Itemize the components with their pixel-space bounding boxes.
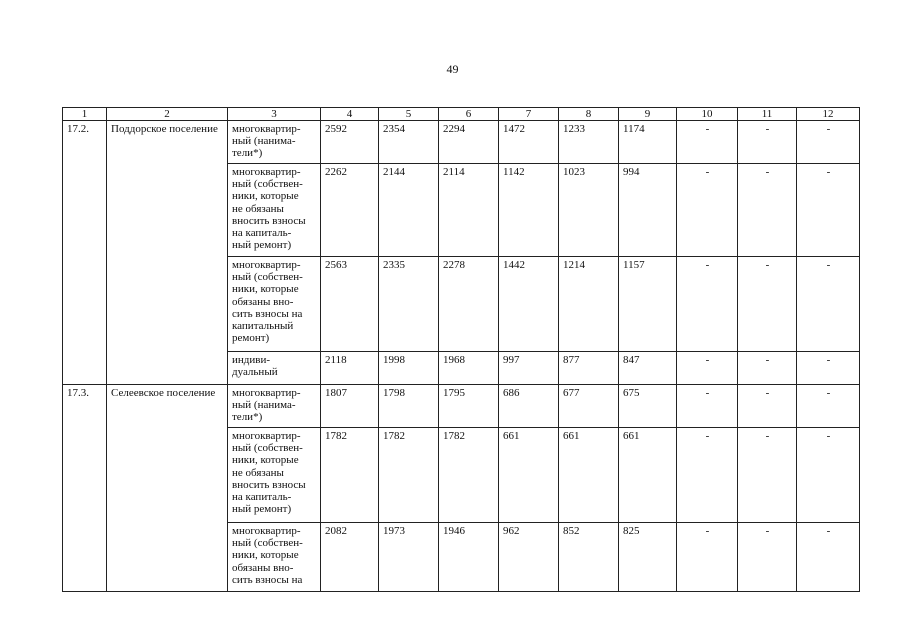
empty-value-cell: - <box>797 164 860 257</box>
value-cell: 1795 <box>439 385 499 428</box>
value-cell: 2118 <box>321 352 379 385</box>
header-cell: 9 <box>619 108 677 121</box>
empty-value-cell: - <box>677 352 738 385</box>
value-cell: 997 <box>499 352 559 385</box>
page-number: 49 <box>446 62 459 76</box>
value-cell: 686 <box>499 385 559 428</box>
value-cell: 2563 <box>321 257 379 352</box>
header-cell: 6 <box>439 108 499 121</box>
value-cell: 661 <box>559 428 619 523</box>
housing-type-line: индиви- <box>232 354 271 366</box>
header-cell: 4 <box>321 108 379 121</box>
empty-value-cell: - <box>677 164 738 257</box>
housing-type-line: вносить взносы <box>232 214 306 227</box>
housing-type-line: ный (собствен- <box>232 442 303 455</box>
header-cell: 12 <box>797 108 860 121</box>
value-cell: 2278 <box>439 257 499 352</box>
empty-value-cell: - <box>797 523 860 592</box>
value-cell: 2082 <box>321 523 379 592</box>
housing-type-line: ный ремонт) <box>232 239 292 252</box>
header-cell: 2 <box>107 108 228 121</box>
housing-type-line: многоквартир- <box>232 166 301 178</box>
value-cell: 1442 <box>499 257 559 352</box>
empty-value-cell: - <box>738 121 797 164</box>
empty-value-cell: - <box>738 523 797 592</box>
empty-value-cell: - <box>797 121 860 164</box>
empty-value-cell: - <box>738 257 797 352</box>
empty-value-cell: - <box>738 164 797 257</box>
value-cell: 2262 <box>321 164 379 257</box>
value-cell: 2592 <box>321 121 379 164</box>
empty-value-cell: - <box>677 385 738 428</box>
housing-type-line: многоквартир- <box>232 259 301 271</box>
value-cell: 661 <box>619 428 677 523</box>
housing-type <box>228 352 321 385</box>
housing-type <box>228 523 321 592</box>
housing-type-line: ники, которые <box>232 190 299 203</box>
empty-value-cell: - <box>797 257 860 352</box>
value-cell: 1968 <box>439 352 499 385</box>
value-cell: 994 <box>619 164 677 257</box>
header-cell: 3 <box>228 108 321 121</box>
housing-type-line: ный (собствен- <box>232 178 303 191</box>
housing-type-line: ники, которые <box>232 283 299 296</box>
value-cell: 1214 <box>559 257 619 352</box>
empty-value-cell: - <box>677 428 738 523</box>
value-cell: 825 <box>619 523 677 592</box>
housing-type-line: многоквартир- <box>232 387 301 399</box>
value-cell: 877 <box>559 352 619 385</box>
housing-type-line: ный (нанима- <box>232 399 296 412</box>
housing-type-line: ный (собствен- <box>232 271 303 284</box>
value-cell: 1023 <box>559 164 619 257</box>
housing-type-line: ники, которые <box>232 454 299 467</box>
housing-type-line: ники, которые <box>232 549 299 562</box>
value-cell: 1472 <box>499 121 559 164</box>
value-cell: 1233 <box>559 121 619 164</box>
value-cell: 2114 <box>439 164 499 257</box>
empty-value-cell: - <box>797 428 860 523</box>
value-cell: 962 <box>499 523 559 592</box>
housing-type-line: дуальный <box>232 366 278 379</box>
housing-type-line: на капиталь- <box>232 227 292 240</box>
empty-value-cell: - <box>738 352 797 385</box>
header-cell: 1 <box>63 108 107 121</box>
housing-type-line: ный ремонт) <box>232 503 292 516</box>
value-cell: 1157 <box>619 257 677 352</box>
value-cell: 1798 <box>379 385 439 428</box>
settlement-name: Поддорское поселение <box>107 121 228 385</box>
housing-type-line: многоквартир- <box>232 430 301 442</box>
housing-type <box>228 428 321 523</box>
value-cell: 1807 <box>321 385 379 428</box>
value-cell: 1973 <box>379 523 439 592</box>
value-cell: 2335 <box>379 257 439 352</box>
empty-value-cell: - <box>677 257 738 352</box>
housing-type-line: ный (собствен- <box>232 537 303 550</box>
housing-type-line: не обязаны <box>232 466 284 479</box>
value-cell: 2294 <box>439 121 499 164</box>
housing-type-line: тели*) <box>232 411 263 424</box>
housing-type-line: ремонт) <box>232 332 270 345</box>
value-cell: 1782 <box>379 428 439 523</box>
housing-type-line: капитальный <box>232 320 294 333</box>
value-cell: 852 <box>559 523 619 592</box>
value-cell: 661 <box>499 428 559 523</box>
housing-type-line: не обязаны <box>232 202 284 215</box>
value-cell: 1998 <box>379 352 439 385</box>
row-index: 17.2. <box>63 121 107 385</box>
housing-type-line: сить взносы на <box>232 307 303 320</box>
empty-value-cell: - <box>738 385 797 428</box>
housing-type-line: тели*) <box>232 147 263 160</box>
housing-type-line: обязаны вно- <box>232 295 294 308</box>
header-cell: 7 <box>499 108 559 121</box>
housing-type-line: многоквартир- <box>232 525 301 537</box>
tariff-table <box>62 107 860 592</box>
empty-value-cell: - <box>797 352 860 385</box>
housing-type <box>228 164 321 257</box>
housing-type-line: вносить взносы <box>232 478 306 491</box>
value-cell: 1782 <box>321 428 379 523</box>
value-cell: 847 <box>619 352 677 385</box>
value-cell: 1174 <box>619 121 677 164</box>
value-cell: 1142 <box>499 164 559 257</box>
row-index: 17.3. <box>63 385 107 592</box>
housing-type <box>228 121 321 164</box>
header-cell: 5 <box>379 108 439 121</box>
value-cell: 1946 <box>439 523 499 592</box>
empty-value-cell: - <box>797 385 860 428</box>
housing-type-line: ный (нанима- <box>232 135 296 148</box>
housing-type-line: на капиталь- <box>232 491 292 504</box>
housing-type <box>228 257 321 352</box>
table-row <box>63 121 860 164</box>
table-body <box>63 121 860 592</box>
housing-type-line: обязаны вно- <box>232 561 294 574</box>
header-cell: 8 <box>559 108 619 121</box>
value-cell: 675 <box>619 385 677 428</box>
header-cell: 11 <box>738 108 797 121</box>
housing-type-line: многоквартир- <box>232 123 301 135</box>
settlement-name: Селеевское поселение <box>107 385 228 592</box>
value-cell: 1782 <box>439 428 499 523</box>
value-cell: 677 <box>559 385 619 428</box>
value-cell: 2354 <box>379 121 439 164</box>
header-row <box>63 108 860 121</box>
empty-value-cell: - <box>738 428 797 523</box>
table-row <box>63 385 860 428</box>
empty-value-cell: - <box>677 121 738 164</box>
value-cell: 2144 <box>379 164 439 257</box>
housing-type-line: сить взносы на <box>232 573 303 586</box>
housing-type <box>228 385 321 428</box>
empty-value-cell: - <box>677 523 738 592</box>
header-cell: 10 <box>677 108 738 121</box>
